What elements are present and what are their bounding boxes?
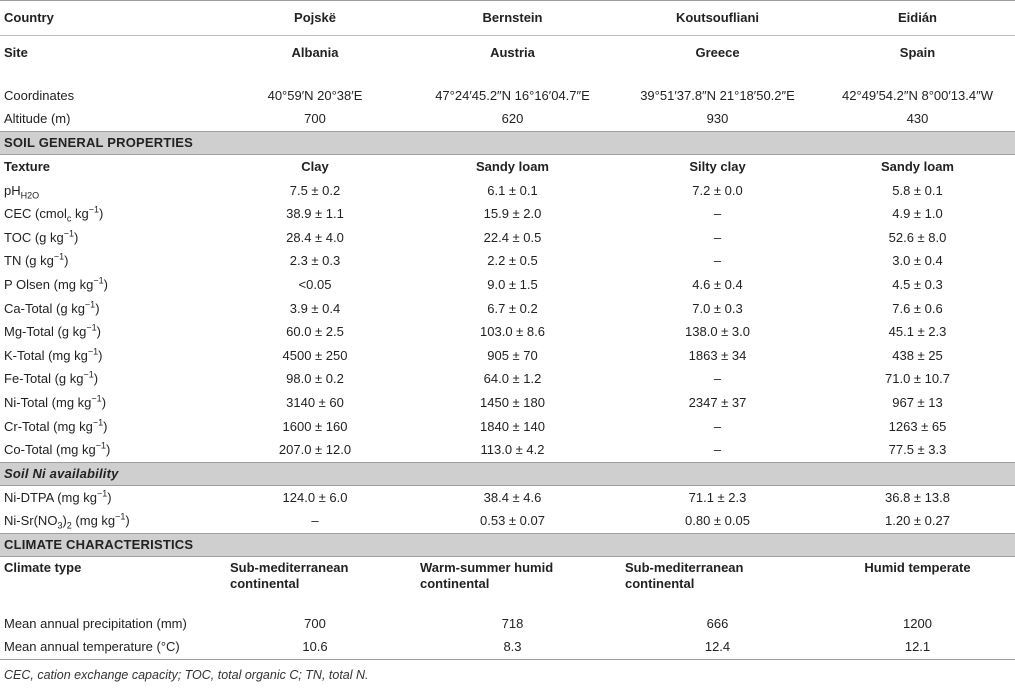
climate-type-row <box>0 557 1015 613</box>
value-cell: 124.0 ± 6.0 <box>282 489 348 505</box>
climate-type-cell: Humid temperate <box>864 560 971 576</box>
label-part: Ca-Total (g kg <box>4 300 85 316</box>
value-cell: – <box>713 442 722 458</box>
texture-cell: Sandy loam <box>476 158 549 174</box>
value-cell: 71.1 ± 2.3 <box>688 489 747 505</box>
property-label <box>0 202 220 226</box>
country-row <box>0 1 1015 36</box>
precipitation-row-cell: 718 <box>501 615 524 631</box>
section-title: CLIMATE CHARACTERISTICS <box>0 534 1015 557</box>
value-cell: 103.0 ± 8.6 <box>480 324 545 340</box>
property-label <box>0 415 220 439</box>
value-cell: 1863 ± 34 <box>688 347 747 363</box>
precipitation-row-cell: 1200 <box>903 615 932 631</box>
altitude-cell: 620 <box>501 111 524 127</box>
label-part: pH <box>4 182 21 198</box>
section-title: SOIL GENERAL PROPERTIES <box>0 132 1015 155</box>
altitude-cell: 700 <box>304 111 326 127</box>
value-cell: 38.9 ± 1.1 <box>286 206 344 222</box>
value-cell: 0.80 ± 0.05 <box>685 513 750 529</box>
property-row <box>0 415 1015 439</box>
value-cell: 38.4 ± 4.6 <box>483 489 542 505</box>
label-part: P Olsen (mg kg <box>4 276 94 292</box>
value-cell: 98.0 ± 0.2 <box>286 371 344 387</box>
value-cell: 45.1 ± 2.3 <box>888 324 947 340</box>
property-label <box>0 368 220 392</box>
coordinates-cell: 47°24′45.2″N 16°16′04.7″E <box>435 87 590 103</box>
value-cell: 1450 ± 180 <box>480 394 545 410</box>
climate-type-cell: Sub-mediterranean continental <box>230 560 349 592</box>
texture-cell: Clay <box>301 158 329 174</box>
spacer-row <box>0 70 1015 84</box>
label-part: −1 <box>87 346 99 357</box>
property-row <box>0 438 1015 462</box>
value-cell: 3.9 ± 0.4 <box>289 300 341 316</box>
value-cell: 207.0 ± 12.0 <box>278 442 352 458</box>
temperature-row-cell: 12.4 <box>615 636 820 660</box>
label-part: TOC (g kg <box>4 229 64 245</box>
value-cell: – <box>713 371 722 387</box>
climate-type-cell: Warm-summer humid continental <box>420 560 554 592</box>
site-cell: Spain <box>820 36 1015 71</box>
label-part: ) <box>103 276 108 292</box>
label-part: H2O <box>20 190 40 201</box>
texture-label: Texture <box>4 158 50 174</box>
country-cell: Pojskë <box>220 1 410 36</box>
site-label: Site <box>0 36 220 71</box>
coordinates-cell: 39°51′37.8″N 21°18′50.2″E <box>640 87 795 103</box>
altitude-cell: 430 <box>906 111 929 127</box>
property-label <box>0 344 220 368</box>
temperature-row-cell: 12.1 <box>820 636 1015 660</box>
value-cell: 438 ± 25 <box>892 347 943 363</box>
climate-section-header <box>0 534 1015 557</box>
value-cell: 64.0 ± 1.2 <box>483 371 542 387</box>
precipitation-row-label: Mean annual precipitation (mm) <box>4 615 187 631</box>
value-cell: 4.6 ± 0.4 <box>692 276 743 292</box>
property-row <box>0 297 1015 321</box>
value-cell: 71.0 ± 10.7 <box>885 371 950 387</box>
value-cell: 2.3 ± 0.3 <box>289 253 341 269</box>
label-part: Ni-Total (mg kg <box>4 394 92 410</box>
value-cell: 2.2 ± 0.5 <box>487 253 538 269</box>
label-part: c <box>66 213 72 224</box>
property-label <box>0 510 220 534</box>
texture-row <box>0 155 1015 179</box>
label-part: ) <box>125 513 130 529</box>
country-label: Country <box>0 1 220 36</box>
site-cell: Albania <box>220 36 410 71</box>
label-part: ) <box>101 394 107 410</box>
property-label <box>0 391 220 415</box>
label-part: Mg-Total (g kg <box>4 324 87 340</box>
label-part: ) <box>62 513 67 529</box>
altitude-cell: 930 <box>706 111 729 127</box>
value-cell: 7.2 ± 0.0 <box>692 182 743 198</box>
value-cell: 36.8 ± 13.8 <box>885 489 950 505</box>
label-part: −1 <box>115 511 126 522</box>
label-part: Ni-DTPA (mg kg <box>4 489 97 505</box>
value-cell: 3140 ± 60 <box>286 394 344 410</box>
label-part: −1 <box>95 440 107 451</box>
label-part: −1 <box>84 299 96 310</box>
property-row <box>0 368 1015 392</box>
label-part: CEC (cmol <box>4 206 67 222</box>
precipitation-row-cell: 700 <box>304 615 326 631</box>
label-part: ) <box>103 418 108 434</box>
label-part: ) <box>106 442 111 458</box>
property-row <box>0 250 1015 274</box>
property-label <box>0 320 220 344</box>
coordinates-label: Coordinates <box>4 87 75 103</box>
value-cell: 60.0 ± 2.5 <box>286 324 344 340</box>
site-row <box>0 36 1015 71</box>
value-cell: 905 ± 70 <box>487 347 538 363</box>
value-cell: 1.20 ± 0.27 <box>885 513 950 529</box>
value-cell: 77.5 ± 3.3 <box>888 442 947 458</box>
country-cell: Eidián <box>820 1 1015 36</box>
property-row <box>0 485 1015 509</box>
value-cell: 7.6 ± 0.6 <box>892 300 943 316</box>
texture-cell: Silty clay <box>689 158 746 174</box>
label-part: Cr-Total (mg kg <box>4 418 93 434</box>
label-part: TN (g kg <box>4 253 54 269</box>
value-cell: 1263 ± 65 <box>888 418 947 434</box>
value-cell: 5.8 ± 0.1 <box>892 182 943 198</box>
value-cell: 0.53 ± 0.07 <box>480 513 545 529</box>
texture-cell: Sandy loam <box>881 158 954 174</box>
value-cell: 1840 ± 140 <box>480 418 545 434</box>
precipitation-row <box>0 612 1015 636</box>
altitude-label: Altitude (m) <box>4 111 71 127</box>
precipitation-row-cell: 666 <box>706 615 729 631</box>
value-cell: 6.7 ± 0.2 <box>487 300 538 316</box>
country-cell: Bernstein <box>410 1 615 36</box>
temperature-row-cell: 10.6 <box>220 636 410 660</box>
label-part: ) <box>95 300 100 316</box>
property-row <box>0 226 1015 250</box>
climate-type-cell: Sub-mediterranean continental <box>625 560 744 592</box>
value-cell: 2347 ± 37 <box>688 394 747 410</box>
temperature-row-label: Mean annual temperature (°C) <box>0 636 220 660</box>
climate-type-label: Climate type <box>4 560 82 576</box>
label-part: kg <box>71 206 89 222</box>
label-part: −1 <box>91 393 102 404</box>
value-cell: 22.4 ± 0.5 <box>483 229 542 245</box>
value-cell: – <box>713 418 722 434</box>
value-cell: 4.5 ± 0.3 <box>892 276 943 292</box>
coordinates-cell: 40°59′N 20°38′E <box>267 87 363 103</box>
value-cell: 4.9 ± 1.0 <box>892 206 943 222</box>
country-cell: Koutsoufliani <box>615 1 820 36</box>
label-part: ) <box>93 371 99 387</box>
table-footnote: CEC, cation exchange capacity; TOC, total organic C; TN, total N. <box>4 668 369 683</box>
label-part: Co-Total (mg kg <box>4 442 96 458</box>
label-part: −1 <box>63 228 74 239</box>
property-label <box>0 438 220 462</box>
temperature-row-cell: 8.3 <box>410 636 615 660</box>
value-cell: 4500 ± 250 <box>282 347 348 363</box>
property-row <box>0 344 1015 368</box>
label-part: Ni-Sr(NO <box>4 513 58 529</box>
property-row <box>0 391 1015 415</box>
label-part: ) <box>64 253 69 269</box>
value-cell: 28.4 ± 4.0 <box>286 229 344 245</box>
value-cell: 7.5 ± 0.2 <box>289 182 341 198</box>
value-cell: 967 ± 13 <box>892 394 943 410</box>
label-part: (mg kg <box>71 513 116 529</box>
property-label <box>0 273 220 297</box>
soil-section-header <box>0 132 1015 155</box>
value-cell: 52.6 ± 8.0 <box>888 229 947 245</box>
label-part: 3 <box>57 520 63 531</box>
altitude-row <box>0 108 1015 132</box>
value-cell: <0.05 <box>298 276 332 292</box>
label-part: Fe-Total (g kg <box>4 371 84 387</box>
label-part: ) <box>98 347 103 363</box>
site-cell: Greece <box>615 36 820 71</box>
label-part: ) <box>96 324 101 340</box>
value-cell: 3.0 ± 0.4 <box>892 253 943 269</box>
site-cell: Austria <box>410 36 615 71</box>
value-cell: 138.0 ± 3.0 <box>685 324 750 340</box>
property-label <box>0 179 220 203</box>
property-label <box>0 297 220 321</box>
value-cell: – <box>713 253 722 269</box>
value-cell: 6.1 ± 0.1 <box>487 182 538 198</box>
property-row <box>0 273 1015 297</box>
property-label <box>0 226 220 250</box>
label-part: −1 <box>83 370 94 380</box>
value-cell: – <box>713 206 722 222</box>
value-cell: – <box>713 229 722 245</box>
property-row <box>0 202 1015 226</box>
label-part: −1 <box>86 322 97 333</box>
value-cell: 7.0 ± 0.3 <box>692 300 743 316</box>
label-part: −1 <box>53 252 65 263</box>
section-title: Soil Ni availability <box>0 462 1015 485</box>
property-row <box>0 179 1015 203</box>
label-part: −1 <box>96 488 108 499</box>
label-part: −1 <box>92 417 104 428</box>
value-cell: 15.9 ± 2.0 <box>483 206 542 222</box>
value-cell: – <box>311 513 319 529</box>
label-part: ) <box>107 489 112 505</box>
property-row <box>0 320 1015 344</box>
coordinates-cell: 42°49′54.2″N 8°00′13.4″W <box>842 87 993 103</box>
label-part: −1 <box>93 275 104 286</box>
value-cell: 9.0 ± 1.5 <box>487 276 538 292</box>
property-row <box>0 510 1015 534</box>
ni-section-header <box>0 462 1015 485</box>
label-part: K-Total (mg kg <box>4 347 88 363</box>
property-label <box>0 485 220 509</box>
temperature-row <box>0 636 1015 660</box>
value-cell: 113.0 ± 4.2 <box>480 442 545 458</box>
label-part: ) <box>98 206 104 222</box>
coordinates-row <box>0 84 1015 108</box>
label-part: −1 <box>88 204 99 215</box>
property-label <box>0 250 220 274</box>
label-part: ) <box>73 229 79 245</box>
value-cell: 1600 ± 160 <box>282 418 348 434</box>
label-part: 2 <box>66 520 72 531</box>
